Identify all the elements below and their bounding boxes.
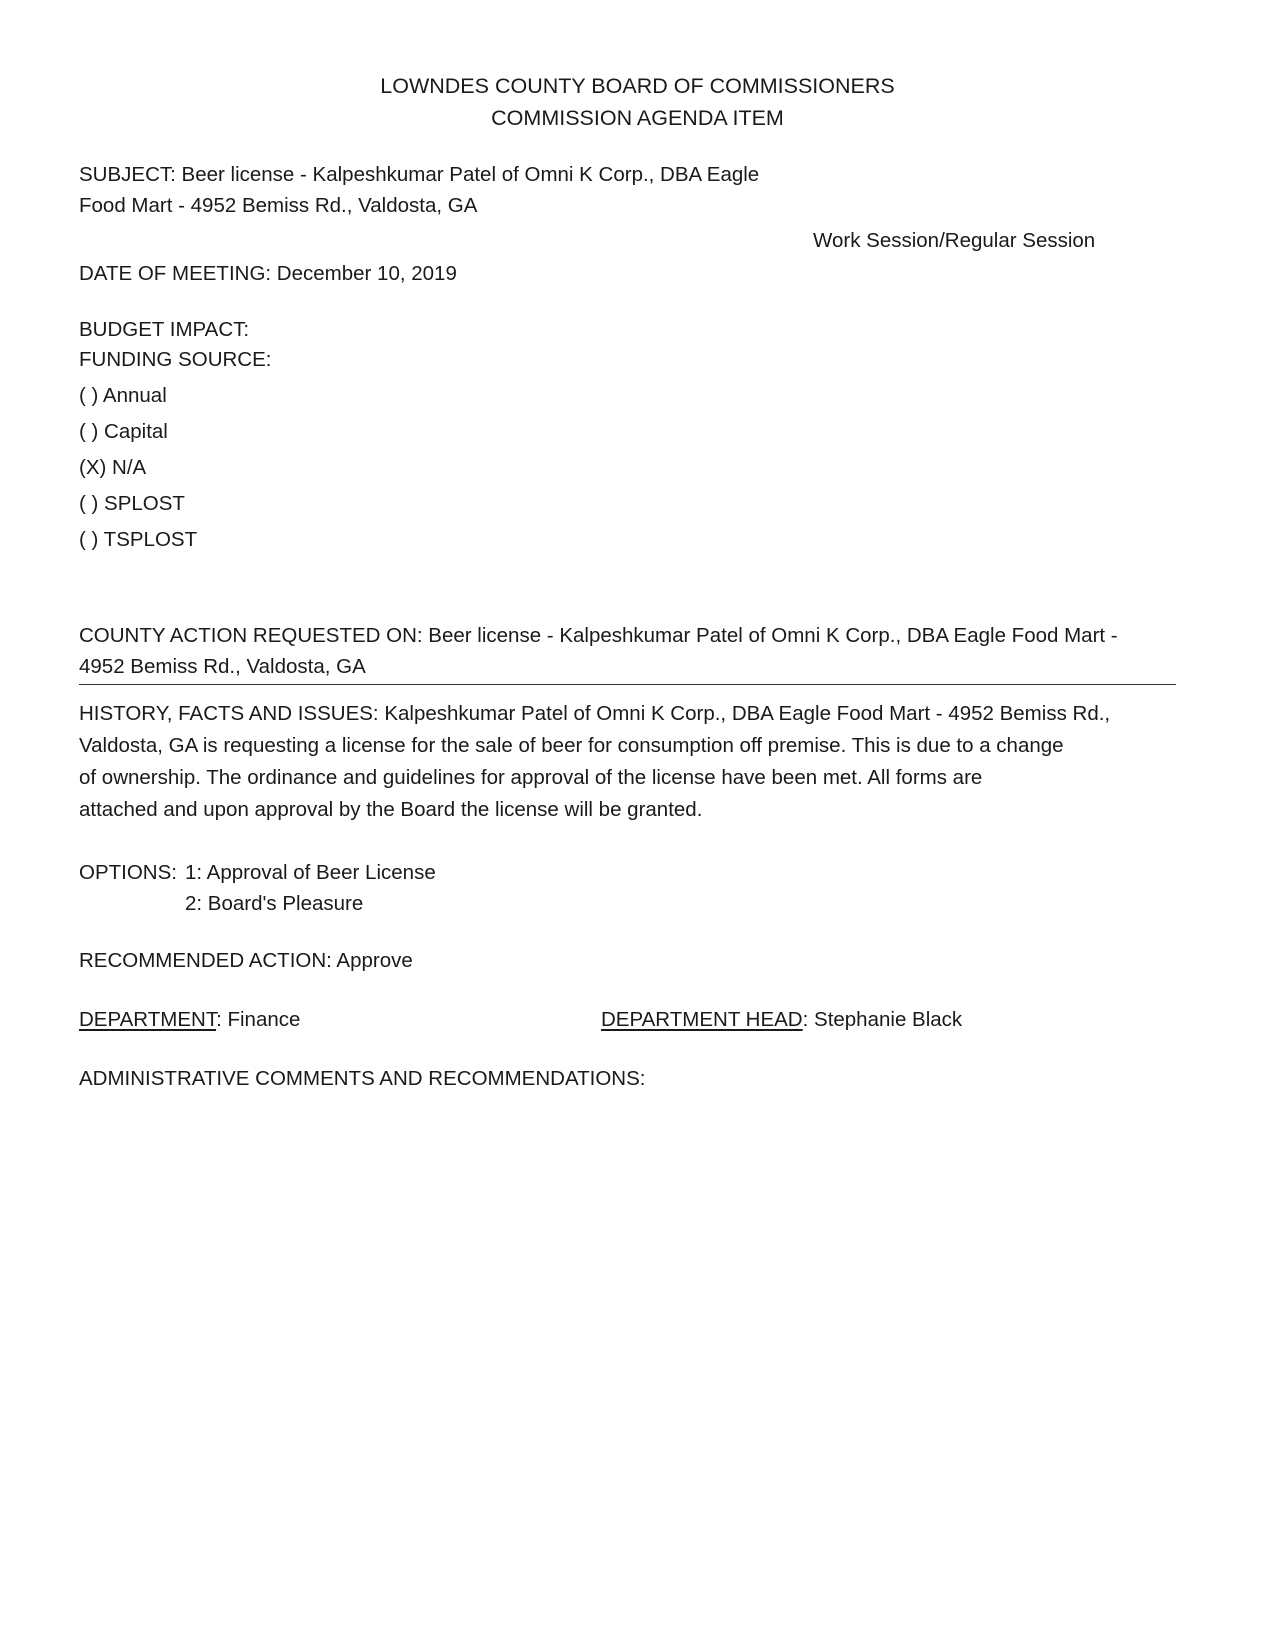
history-line-2: Valdosta, GA is requesting a license for the sale of beer for consumption off premise. This is due to a change	[79, 734, 1064, 757]
session-type: Work Session/Regular Session	[813, 229, 1096, 252]
funding-option-capital: ( ) Capital	[79, 420, 168, 443]
subject-line-2: Food Mart - 4952 Bemiss Rd., Valdosta, GA	[79, 194, 478, 217]
history-block	[79, 698, 1189, 826]
funding-option-na: (X) N/A	[79, 456, 147, 479]
admin-comments: ADMINISTRATIVE COMMENTS AND RECOMMENDATIONS:	[79, 1067, 646, 1090]
history-line-1: HISTORY, FACTS AND ISSUES: Kalpeshkumar Patel of Omni K Corp., DBA Eagle Food Mart - 4952 Bemiss Rd.,	[79, 702, 1111, 725]
document-header	[0, 70, 1275, 134]
header-subtitle: COMMISSION AGENDA ITEM	[491, 106, 784, 130]
department-head	[601, 1004, 962, 1035]
budget-impact: BUDGET IMPACT:	[79, 318, 250, 341]
funding-option-splost: ( ) SPLOST	[79, 492, 185, 515]
funding-option-tsplost: ( ) TSPLOST	[79, 528, 198, 551]
department-label: DEPARTMENT	[79, 1008, 217, 1031]
history-line-3: of ownership. The ordinance and guidelines for approval of the license have been met. All forms are	[79, 766, 983, 789]
options-block	[79, 857, 436, 919]
meeting-date: DATE OF MEETING: December 10, 2019	[79, 262, 457, 285]
option-2: 2: Board's Pleasure	[185, 892, 364, 915]
department-head-value: : Stephanie Black	[802, 1008, 963, 1031]
history-line-4: attached and upon approval by the Board the license will be granted.	[79, 798, 703, 821]
recommended-action: RECOMMENDED ACTION: Approve	[79, 949, 413, 972]
header-title: LOWNDES COUNTY BOARD OF COMMISSIONERS	[380, 74, 895, 98]
county-action-block	[79, 620, 1189, 682]
section-divider	[79, 684, 1176, 685]
funding-source-label: FUNDING SOURCE:	[79, 348, 272, 371]
subject-line-1: SUBJECT: Beer license - Kalpeshkumar Patel of Omni K Corp., DBA Eagle	[79, 163, 760, 186]
department-head-label: DEPARTMENT HEAD	[601, 1008, 803, 1031]
funding-option-annual: ( ) Annual	[79, 384, 167, 407]
options-label: OPTIONS:	[79, 861, 177, 884]
county-action-line-2: 4952 Bemiss Rd., Valdosta, GA	[79, 655, 366, 678]
option-1: 1: Approval of Beer License	[185, 861, 436, 884]
department-value: : Finance	[216, 1008, 301, 1031]
subject-block	[79, 159, 1179, 221]
department	[79, 1004, 300, 1035]
funding-source-list	[79, 378, 197, 558]
county-action-line-1: COUNTY ACTION REQUESTED ON: Beer license - Kalpeshkumar Patel of Omni K Corp., DBA Eagle Food Mart -	[79, 624, 1118, 647]
